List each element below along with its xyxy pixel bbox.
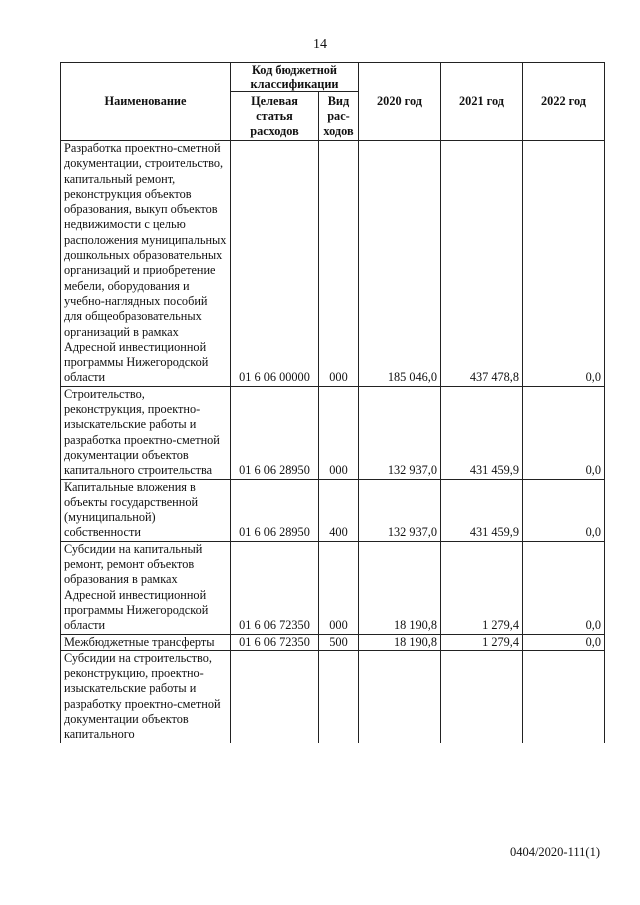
row-value-2020: 185 046,0 <box>359 141 441 387</box>
row-name: Капитальные вложения в объекты государственной (муниципальной) собственности <box>61 479 231 541</box>
row-value-2021: 1 279,4 <box>441 634 523 650</box>
page-number: 14 <box>313 37 327 52</box>
table-row <box>61 650 605 742</box>
header-year-2022: 2022 год <box>523 63 605 141</box>
row-value-2020 <box>359 650 441 742</box>
row-value-2022: 0,0 <box>523 479 605 541</box>
row-name: Субсидии на капитальный ремонт, ремонт объектов образования в рамках Адресной инвестиционной программы Нижегородской области <box>61 541 231 634</box>
row-name: Субсидии на строительство, реконструкцию, проектно-изыскательские работы и разработку проектно-сметной документации объектов капитального <box>61 650 231 742</box>
row-target-article <box>231 650 319 742</box>
row-target-article: 01 6 06 00000 <box>231 141 319 387</box>
row-name: Строительство, реконструкция, проектно-изыскательские работы и разработка проектно-сметной документации объектов капитального строительства <box>61 386 231 479</box>
row-value-2021: 1 279,4 <box>441 541 523 634</box>
row-expense-type: 000 <box>319 386 359 479</box>
budget-table <box>60 62 605 743</box>
row-name: Разработка проектно-сметной документации, строительство, капитальный ремонт, реконструкция объектов образования, выкуп объектов недвижимости с целью расположения муниципальных дошкольных образовательных организаций и приобретение мебели, оборудования и учебно-наглядных пособий для общеобразовательных организаций в рамках Адресной инвестиционной программы Нижегородской области <box>61 141 231 387</box>
row-value-2022 <box>523 650 605 742</box>
table-row <box>61 479 605 541</box>
table-row <box>61 634 605 650</box>
row-value-2021: 431 459,9 <box>441 386 523 479</box>
header-target-article: Целевая статья расходов <box>231 92 319 141</box>
table-row <box>61 141 605 387</box>
row-value-2020: 132 937,0 <box>359 386 441 479</box>
header-year-2020: 2020 год <box>359 63 441 141</box>
row-value-2022: 0,0 <box>523 541 605 634</box>
row-expense-type: 500 <box>319 634 359 650</box>
header-name: Наименование <box>61 63 231 141</box>
row-expense-type: 000 <box>319 141 359 387</box>
row-value-2020: 18 190,8 <box>359 634 441 650</box>
row-expense-type: 000 <box>319 541 359 634</box>
header-expense-type: Вид рас-ходов <box>319 92 359 141</box>
row-target-article: 01 6 06 28950 <box>231 479 319 541</box>
row-target-article: 01 6 06 72350 <box>231 541 319 634</box>
row-value-2022: 0,0 <box>523 634 605 650</box>
row-expense-type: 400 <box>319 479 359 541</box>
row-target-article: 01 6 06 28950 <box>231 386 319 479</box>
row-value-2021 <box>441 650 523 742</box>
row-value-2020: 18 190,8 <box>359 541 441 634</box>
row-expense-type <box>319 650 359 742</box>
row-value-2021: 431 459,9 <box>441 479 523 541</box>
table-row <box>61 386 605 479</box>
table-row <box>61 541 605 634</box>
header-budget-code: Код бюджетной классификации <box>231 63 359 92</box>
row-name: Межбюджетные трансферты <box>61 634 231 650</box>
row-value-2020: 132 937,0 <box>359 479 441 541</box>
header-year-2021: 2021 год <box>441 63 523 141</box>
row-target-article: 01 6 06 72350 <box>231 634 319 650</box>
row-value-2021: 437 478,8 <box>441 141 523 387</box>
document-code: 0404/2020-111(1) <box>509 845 600 859</box>
row-value-2022: 0,0 <box>523 386 605 479</box>
row-value-2022: 0,0 <box>523 141 605 387</box>
